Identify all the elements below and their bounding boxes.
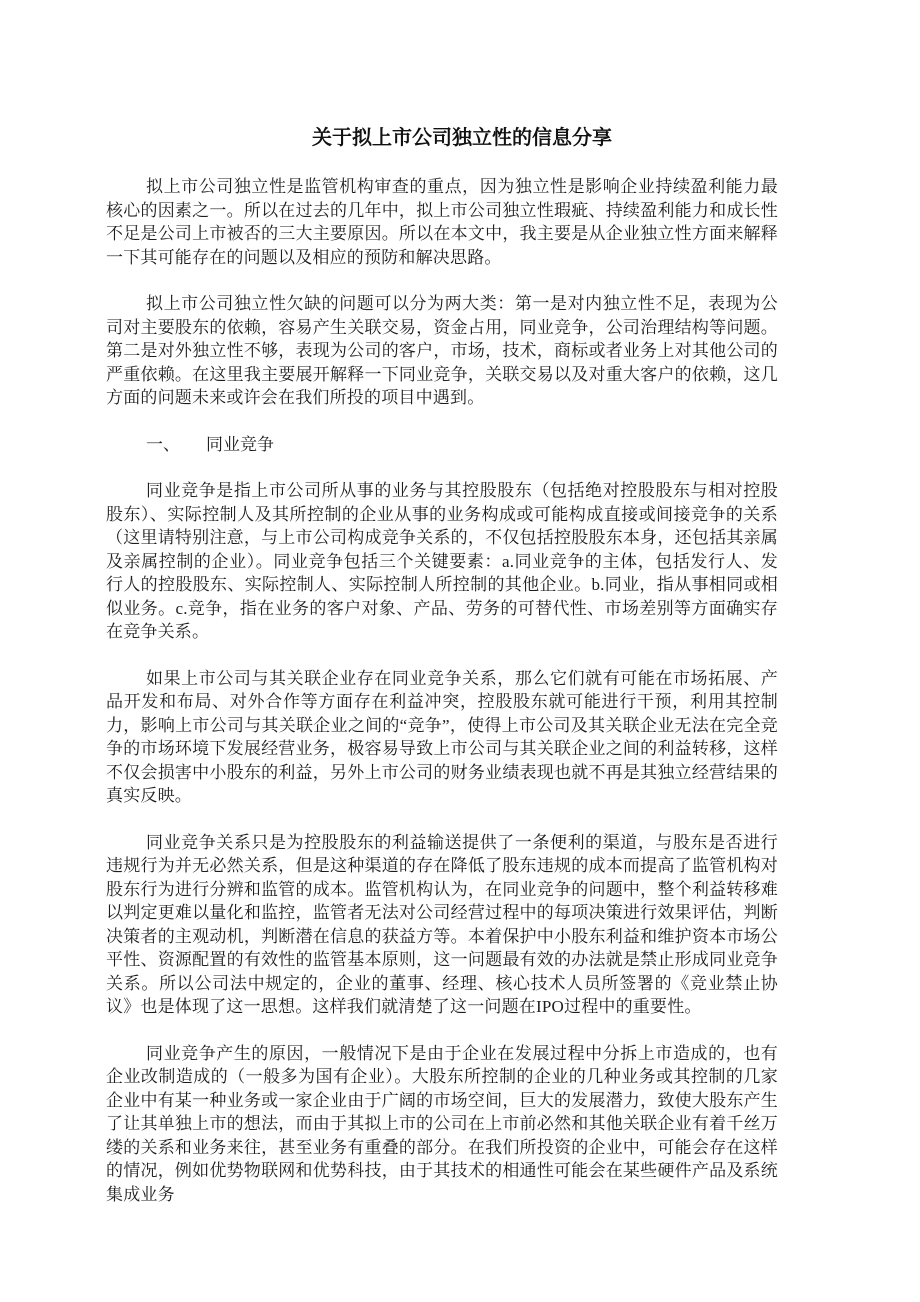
document-content	[106, 124, 778, 1229]
section-paragraph-2: 如果上市公司与其关联企业存在同业竞争关系，那么它们就有可能在市场拓展、产品开发和布局、对外合作等方面存在利益冲突，控股股东就可能进行干预，利用其控制力，影响上市公司与其关联企业之间的“竞争”，使得上市公司及其关联企业无法在完全竞争的市场环境下发展经营业务，极容易导致上市公司与其关联企业之间的利益转移，这样不仅会损害中小股东的利益，另外上市公司的财务业绩表现也就不再是其独立经营结果的真实反映。	[106, 668, 778, 805]
section-heading	[106, 433, 778, 457]
section-title: 同业竞争	[206, 434, 274, 454]
intro-paragraph-2: 拟上市公司独立性欠缺的问题可以分为两大类：第一是对内独立性不足，表现为公司对主要股东的依赖，容易产生关联交易，资金占用，同业竞争，公司治理结构等问题。第二是对外独立性不够，表现为公司的客户，市场，技术，商标或者业务上对其他公司的严重依赖。在这里我主要展开解释一下同业竞争，关联交易以及对重大客户的依赖，这几方面的问题未来或许会在我们所投的项目中遇到。	[106, 294, 778, 407]
section-paragraph-3: 同业竞争关系只是为控股股东的利益输送提供了一条便利的渠道，与股东是否进行违规行为并无必然关系，但是这种渠道的存在降低了股东违规的成本而提高了监管机构对股东行为进行分辨和监管的成本。监管机构认为，在同业竞争的问题中，整个利益转移难以判定更难以量化和监控，监管者无法对公司经营过程中的每项决策进行效果评估，判断决策者的主观动机，判断潜在信息的获益方等。本着保护中小股东利益和维护资本市场公平性、资源配置的有效性的监管基本原则，这一问题最有效的办法就是禁止形成同业竞争关系。所以公司法中规定的，企业的董事、经理、核心技术人员所签署的《竞业禁止协议》也是体现了这一思想。这样我们就清楚了这一问题在IPO过程中的重要性。	[106, 832, 778, 1016]
section-number: 一、	[146, 434, 180, 454]
intro-paragraph-1: 拟上市公司独立性是监管机构审查的重点，因为独立性是影响企业持续盈利能力最核心的因素之一。所以在过去的几年中，拟上市公司独立性瑕疵、持续盈利能力和成长性不足是公司上市被否的三大主要原因。所以在本文中，我主要是从企业独立性方面来解释一下其可能存在的问题以及相应的预防和解决思路。	[106, 177, 778, 267]
section-paragraph-4: 同业竞争产生的原因，一般情况下是由于企业在发展过程中分拆上市造成的，也有企业改制造成的（一般多为国有企业）。大股东所控制的企业的几种业务或其控制的几家企业中有某一种业务或一家企业由于广阔的市场空间，巨大的发展潜力，致使大股东产生了让其单独上市的想法，而由于其拟上市的公司在上市前必然和其他关联企业有着千丝万缕的关系和业务来往，甚至业务有重叠的部分。在我们所投资的企业中，可能会存在这样的情况，例如优势物联网和优势科技，由于其技术的相通性可能会在某些硬件产品及系统集成业务	[106, 1043, 778, 1204]
section-paragraph-1: 同业竞争是指上市公司所从事的业务与其控股股东（包括绝对控股股东与相对控股股东）、实际控制人及其所控制的企业从事的业务构成或可能构成直接或间接竞争的关系（这里请特别注意，与上市公司构成竞争关系的，不仅包括控股股东本身，还包括其亲属及亲属控制的企业）。同业竞争包括三个关键要素：a.同业竞争的主体，包括发行人、发行人的控股股东、实际控制人、实际控制人所控制的其他企业。b.同业，指从事相同或相似业务。c.竞争，指在业务的客户对象、产品、劳务的可替代性、市场差别等方面确实存在竞争关系。	[106, 481, 778, 641]
document-title: 关于拟上市公司独立性的信息分享	[312, 127, 612, 149]
